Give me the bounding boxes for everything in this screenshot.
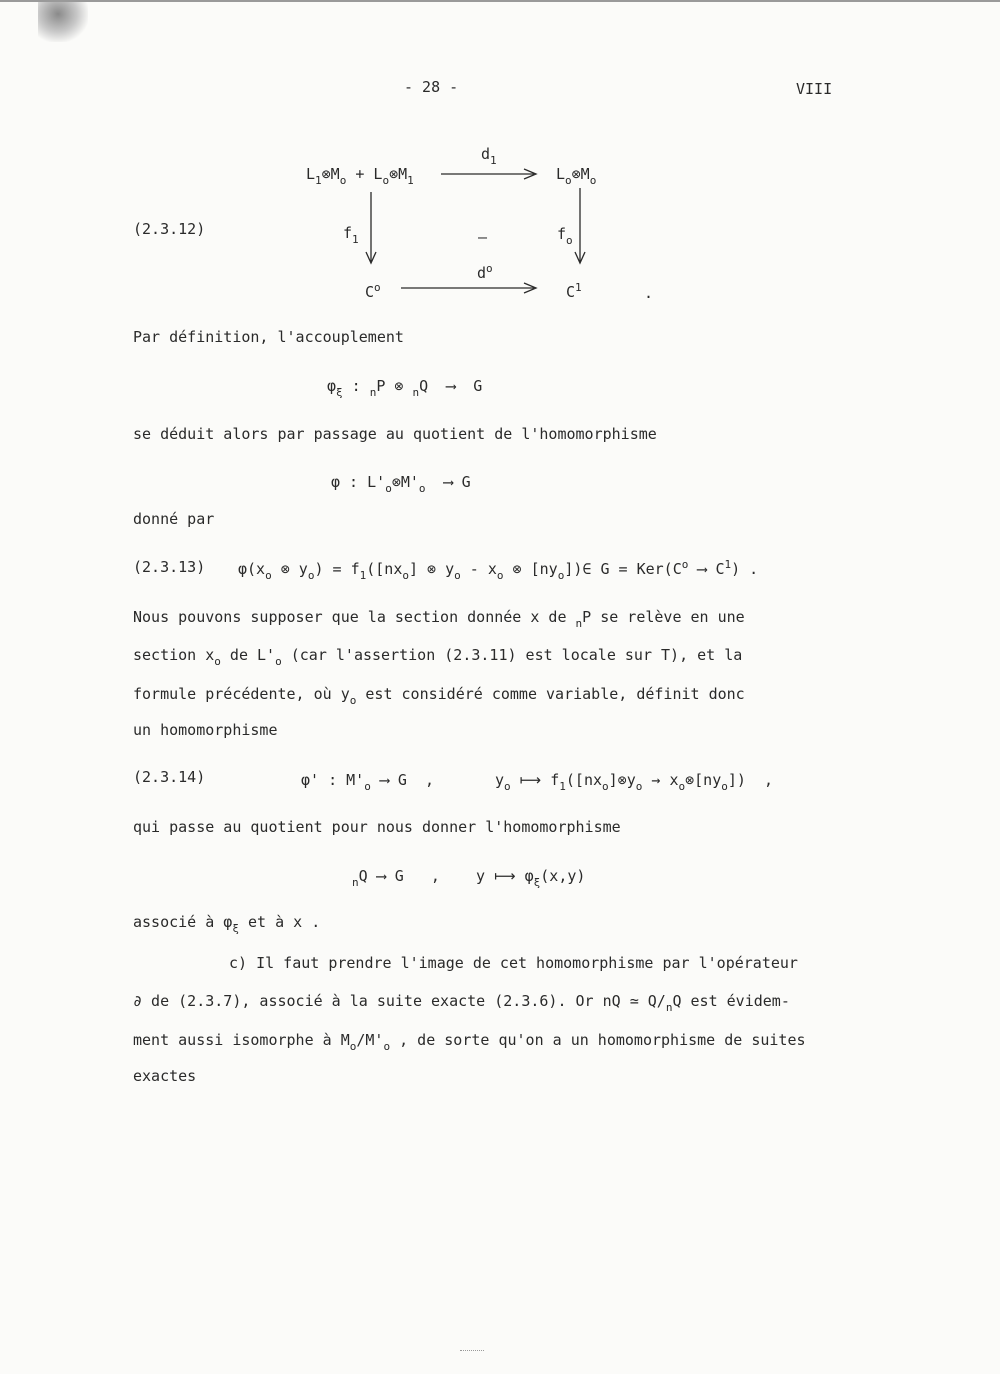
equation-2-3-13: $\varphi(x_o$ ⊗ $y_o) = f_1([nx_o]$ ⊗ $y_o - x_o$ ⊗ $[ny_o])\in$ $G = Ker(C^o$ ⟶ $C^1$) . bbox=[238, 558, 759, 582]
equation-label-2-3-14: (2.3.14) bbox=[133, 768, 206, 786]
diagram-top-arrow-label: $d_1$ bbox=[481, 145, 497, 167]
paragraph-line: ∂ de (2.3.7), associé à la suite exacte (2.3.6). Or nQ ≃ $Q/_nQ$ est évidem- bbox=[133, 992, 790, 1014]
paragraph-line: ment aussi isomorphe à $M_o/M'_o$ , de sorte qu'on a un homomorphisme de suites bbox=[133, 1031, 806, 1053]
paragraph-passes-quotient: qui passe au quotient pour nous donner l'homomorphisme bbox=[133, 818, 621, 836]
equation-homomorphism: φ : $L'_o\otimes M'_o$ ⟶ G bbox=[331, 473, 471, 495]
diagram-top-left: $L_1\otimes M_o$ + $L_o\otimes M_1$ bbox=[306, 165, 414, 187]
diagram-left-arrow-label: $f_1$ bbox=[343, 224, 359, 246]
paragraph-line: exactes bbox=[133, 1067, 197, 1085]
diagram-center-mark: – bbox=[478, 228, 488, 246]
paragraph-line: Nous pouvons supposer que la section donnée x de $_n$P se relève en une bbox=[133, 608, 745, 630]
paragraph-associated: associé à $\varphi_\xi$ et à x . bbox=[133, 913, 321, 935]
paragraph-quotient: se déduit alors par passage au quotient de l'homomorphisme bbox=[133, 425, 657, 443]
paragraph-definition: Par définition, l'accouplement bbox=[133, 328, 404, 346]
paragraph-line: formule précédente, où $y_o$ est considéré comme variable, définit donc bbox=[133, 685, 745, 707]
diagram-right-arrow-label: $f_o$ bbox=[557, 225, 573, 247]
equation-pairing: $\varphi_\xi$ : $_n$P ⊗ $_n$Q ⟶ G bbox=[327, 377, 483, 399]
diagram-bottom-right: $C^1$ bbox=[566, 281, 582, 301]
paragraph-line: c) Il faut prendre l'image de cet homomorphisme par l'opérateur bbox=[229, 954, 798, 972]
page-number: - 28 - bbox=[404, 78, 459, 96]
paragraph-line: section $x_o$ de $L'_o$ (car l'assertion (2.3.11) est locale sur T), et la bbox=[133, 646, 743, 668]
paragraph-given-by: donné par bbox=[133, 510, 215, 528]
equation-induced-homomorphism: $_n$Q ⟶ G , y ⟼ $\varphi_\xi(x,y)$ bbox=[352, 867, 586, 889]
equation-label: (2.3.12) bbox=[133, 220, 206, 238]
diagram-bottom-arrow-label: $d^o$ bbox=[477, 262, 493, 282]
equation-2-3-14-formula: $y_o$ ⟼ $f_1([nx_o]\otimes y_o$ → $x_o\otimes[ny_o]$) , bbox=[495, 771, 774, 793]
diagram-bottom-left: $C^o$ bbox=[365, 281, 381, 301]
paragraph-line: un homomorphisme bbox=[133, 721, 278, 739]
equation-label-2-3-13: (2.3.13) bbox=[133, 558, 206, 576]
equation-2-3-14-map: φ' : $M'_o$ ⟶ G , bbox=[301, 771, 435, 793]
diagram-end-period: . bbox=[644, 284, 654, 302]
diagram-top-right: $L_o\otimes M_o$ bbox=[556, 165, 597, 187]
diagram-arrows bbox=[0, 0, 1000, 320]
chapter-number: VIII bbox=[796, 80, 833, 98]
scan-footer-mark bbox=[460, 1350, 484, 1353]
